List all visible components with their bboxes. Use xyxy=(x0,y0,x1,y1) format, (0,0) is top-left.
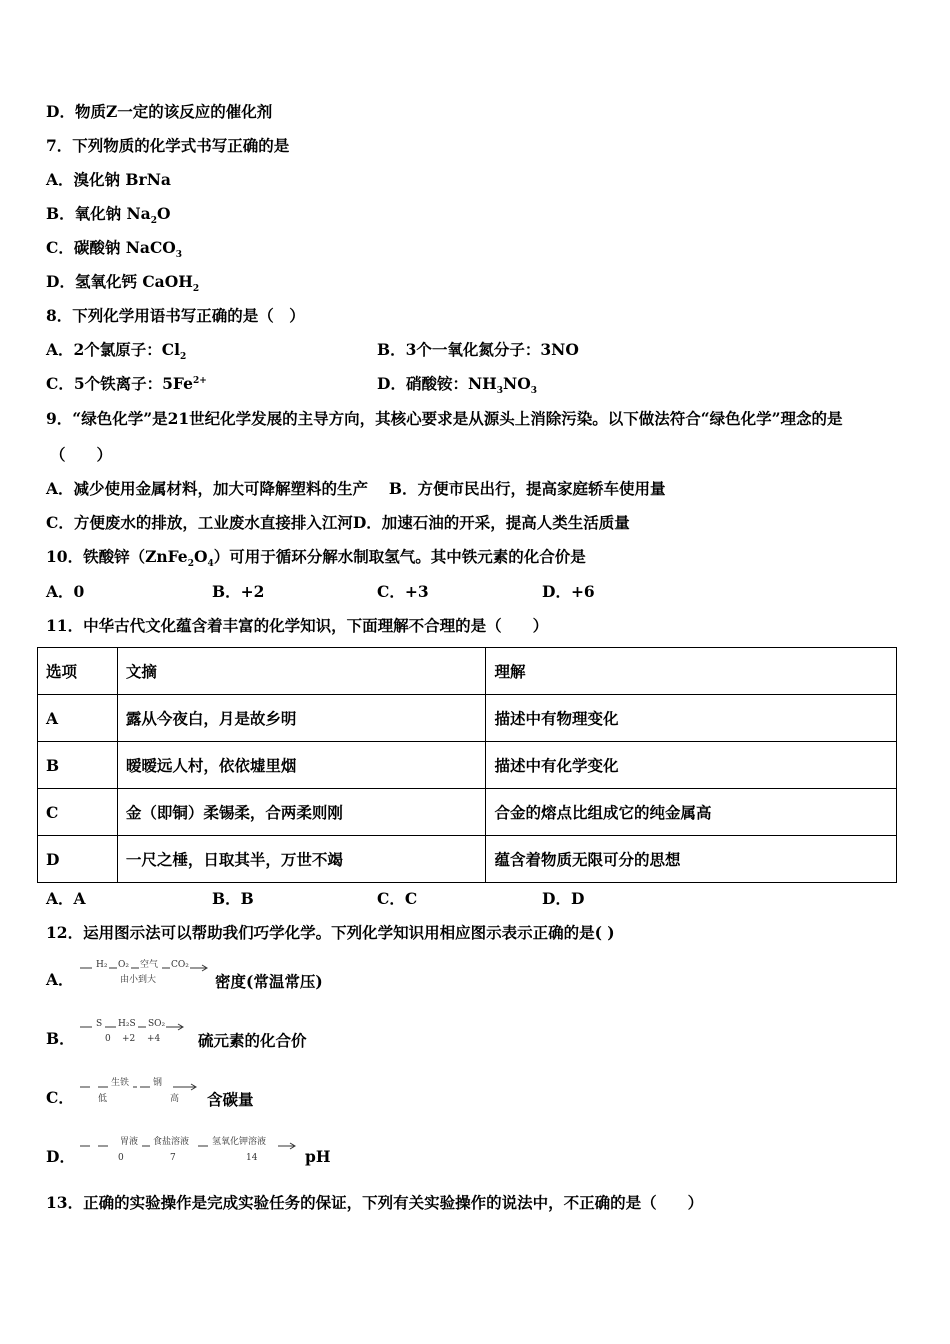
table-row xyxy=(38,742,897,789)
diagram-item: SO₂ xyxy=(148,1019,166,1029)
diagram-item: 食盐溶液 xyxy=(153,1137,190,1147)
table-cell: B xyxy=(38,742,118,789)
q12-option-c-label: 含碳量 xyxy=(207,1090,254,1109)
q8-option-b: B．3个一氧化氮分子：3NO xyxy=(377,340,579,359)
q9-answer-paren: （ ） xyxy=(50,445,113,464)
diagram-tick-label: 14 xyxy=(246,1153,258,1163)
diagram-item: 氢氧化钾溶液 xyxy=(212,1137,267,1147)
table-cell: A xyxy=(38,695,118,742)
q7-option-c: C．碳酸钠 NaCO$_3$ xyxy=(46,238,183,261)
q11-table xyxy=(37,647,897,883)
diagram-item: CO₂ xyxy=(171,960,189,970)
q13-stem: 13．正确的实验操作是完成实验任务的保证，下列有关实验操作的说法中，不正确的是（ ） xyxy=(46,1193,704,1212)
diagram-item: O₂ xyxy=(118,960,129,970)
q12-option-c-diagram xyxy=(78,1074,203,1106)
q11-stem: 11．中华古代文化蕴含着丰富的化学知识，下面理解不合理的是（ ） xyxy=(46,616,549,635)
q10-option-a: A．0 xyxy=(46,582,85,601)
q11-option-d: D．D xyxy=(542,889,585,908)
diagram-item: S xyxy=(96,1019,103,1029)
q8-stem: 8．下列化学用语书写正确的是（ ） xyxy=(46,306,305,325)
diagram-tick-label: 0 xyxy=(105,1034,111,1044)
diagram-item: H₂ xyxy=(96,960,108,970)
q12-option-a-label: 密度(常温常压) xyxy=(215,972,323,991)
table-cell: 金（即铜）柔锡柔，合两柔则刚 xyxy=(117,789,486,836)
q8-option-a: A．2个氯原子：$Cl_2$ xyxy=(46,340,187,363)
q11-option-b: B．B xyxy=(212,889,254,908)
diagram-item: 空气 xyxy=(140,960,159,970)
q9-options-cd: C．方便废水的排放，工业废水直接排入江河D．加速石油的开采，提高人类生活质量 xyxy=(46,513,630,532)
q11-option-c: C．C xyxy=(377,889,418,908)
diagram-tick-label: +4 xyxy=(147,1034,161,1044)
q9-stem: 9．“绿色化学”是21世纪化学发展的主导方向，其核心要求是从源头上消除污染。以下做法符合“绿色化学”理念的是 xyxy=(46,409,843,428)
q8-option-d: D．硝酸铵：$NH_3NO_3$ xyxy=(377,374,537,397)
q7-option-b: B．氧化钠 $Na_2O$ xyxy=(46,204,171,227)
q12-option-b-diagram xyxy=(78,1015,188,1047)
diagram-item: 钢 xyxy=(153,1078,163,1088)
q7-stem: 7．下列物质的化学式书写正确的是 xyxy=(46,136,290,155)
q12-option-d-letter: D． xyxy=(46,1147,75,1166)
diagram-item: H₂S xyxy=(118,1019,136,1029)
table-header-cell: 理解 xyxy=(486,648,897,695)
q10-option-c: C．+3 xyxy=(377,582,429,601)
q12-option-b-label: 硫元素的化合价 xyxy=(198,1031,307,1050)
q9-options-ab: A．减少使用金属材料，加大可降解塑料的生产 B．方便市民出行，提高家庭轿车使用量 xyxy=(46,479,666,498)
q8-option-c: C．5个铁离子：$5Fe^{2+}$ xyxy=(46,374,207,393)
q12-option-d-diagram xyxy=(78,1133,300,1165)
q6-option-d: D．物质Z一定的该反应的催化剂 xyxy=(46,102,273,121)
diagram-tick-label: +2 xyxy=(122,1034,136,1044)
table-cell: 合金的熔点比组成它的纯金属高 xyxy=(486,789,897,836)
q10-option-b: B．+2 xyxy=(212,582,265,601)
diagram-item: 生铁 xyxy=(111,1078,130,1088)
table-cell: 描述中有化学变化 xyxy=(486,742,897,789)
q12-option-a-diagram xyxy=(78,956,213,988)
table-row xyxy=(38,695,897,742)
diagram-item: 胃液 xyxy=(120,1137,139,1147)
diagram-tick-label: 0 xyxy=(118,1153,124,1163)
table-header-row xyxy=(38,648,897,695)
diagram-tick-label: 7 xyxy=(170,1153,176,1163)
table-row xyxy=(38,836,897,883)
q7-option-a: A．溴化钠 BrNa xyxy=(46,170,171,189)
table-cell: D xyxy=(38,836,118,883)
q12-option-d-label: pH xyxy=(305,1147,331,1166)
q11-option-a: A．A xyxy=(46,889,86,908)
diagram-axis-label: 由小到大 xyxy=(120,975,157,985)
table-cell: 露从今夜白，月是故乡明 xyxy=(117,695,486,742)
q7-option-d: D．氢氧化钙 CaOH$_2$ xyxy=(46,272,200,295)
q10-stem: 10．铁酸锌$(ZnFe_2O_4)$可用于循环分解水制取氢气。其中铁元素的化合价是 xyxy=(46,547,586,570)
table-cell: 蕴含着物质无限可分的思想 xyxy=(486,836,897,883)
q10-option-d: D．+6 xyxy=(542,582,595,601)
q12-stem: 12．运用图示法可以帮助我们巧学化学。下列化学知识用相应图示表示正确的是( ) xyxy=(46,923,615,942)
table-cell: 一尺之棰，日取其半，万世不竭 xyxy=(117,836,486,883)
diagram-tick-label: 高 xyxy=(170,1094,180,1104)
q12-option-c-letter: C． xyxy=(46,1088,74,1107)
table-header-cell: 选项 xyxy=(38,648,118,695)
table-cell: C xyxy=(38,789,118,836)
table-cell: 暧暧远人村，依依墟里烟 xyxy=(117,742,486,789)
diagram-tick-label: 低 xyxy=(98,1094,108,1104)
table-row xyxy=(38,789,897,836)
q12-option-b-letter: B． xyxy=(46,1029,75,1048)
q12-option-a-letter: A． xyxy=(46,970,74,989)
table-cell: 描述中有物理变化 xyxy=(486,695,897,742)
table-header-cell: 文摘 xyxy=(117,648,486,695)
